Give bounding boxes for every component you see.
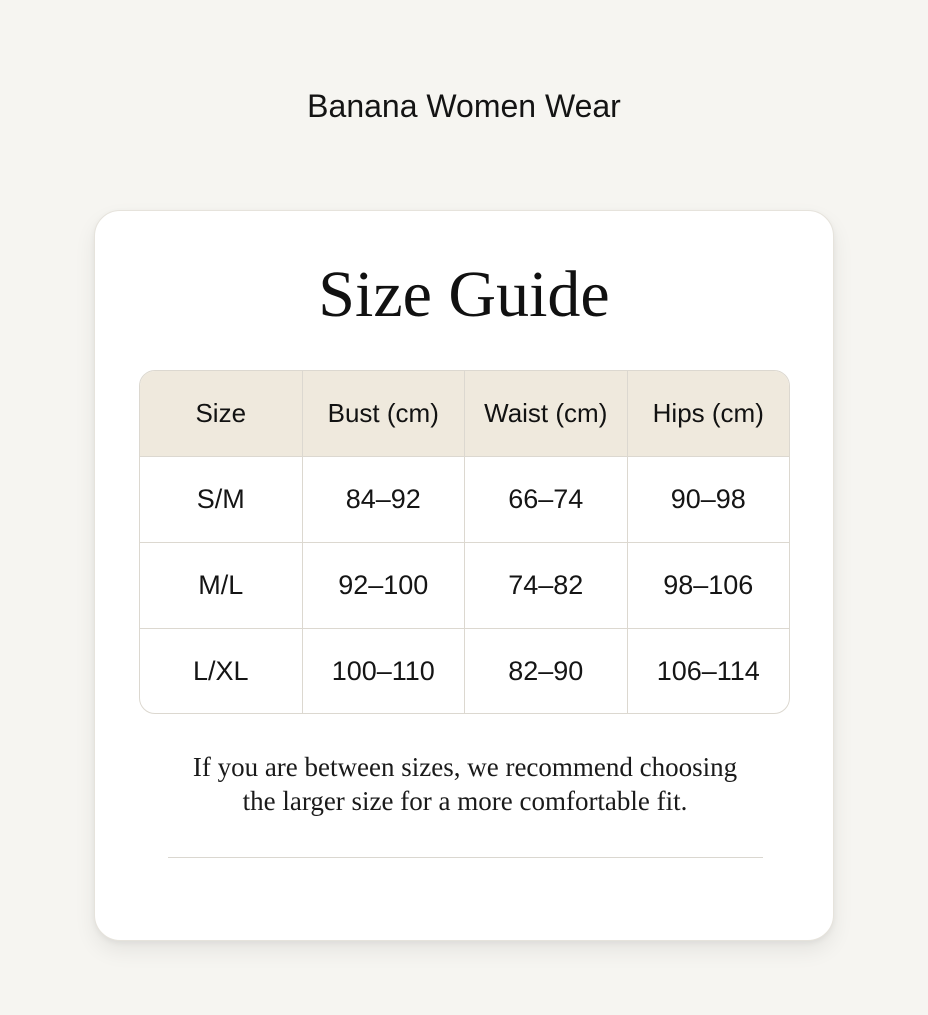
size-guide-title: Size Guide — [318, 258, 610, 331]
sizing-note — [135, 750, 795, 818]
table-row — [140, 628, 789, 714]
cell-size: M/L — [198, 570, 244, 600]
cell-waist: 82–90 — [464, 629, 627, 714]
sizing-note-line: the larger size for a more comfortable fit. — [242, 786, 688, 816]
cell-bust: 92–100 — [302, 543, 465, 628]
cell-size: S/M — [196, 484, 245, 514]
header-bust: Bust (cm) — [302, 371, 465, 456]
divider — [168, 857, 763, 858]
table-row — [140, 542, 789, 628]
header-hips: Hips (cm) — [627, 371, 790, 456]
table-row — [140, 456, 789, 542]
cell-waist: 66–74 — [464, 457, 627, 542]
size-guide-card — [94, 210, 834, 941]
cell-hips: 98–106 — [627, 543, 790, 628]
sizing-note-line: If you are between sizes, we recommend choosing — [192, 752, 738, 782]
cell-hips: 106–114 — [627, 629, 790, 714]
header-waist: Waist (cm) — [464, 371, 627, 456]
brand-name: Banana Women Wear — [307, 88, 621, 124]
cell-waist: 74–82 — [464, 543, 627, 628]
cell-hips: 90–98 — [627, 457, 790, 542]
cell-bust: 84–92 — [302, 457, 465, 542]
header-size: Size — [195, 398, 247, 428]
cell-size: L/XL — [192, 656, 249, 686]
cell-bust: 100–110 — [302, 629, 465, 714]
size-table — [139, 370, 790, 714]
table-header-row — [140, 371, 789, 456]
